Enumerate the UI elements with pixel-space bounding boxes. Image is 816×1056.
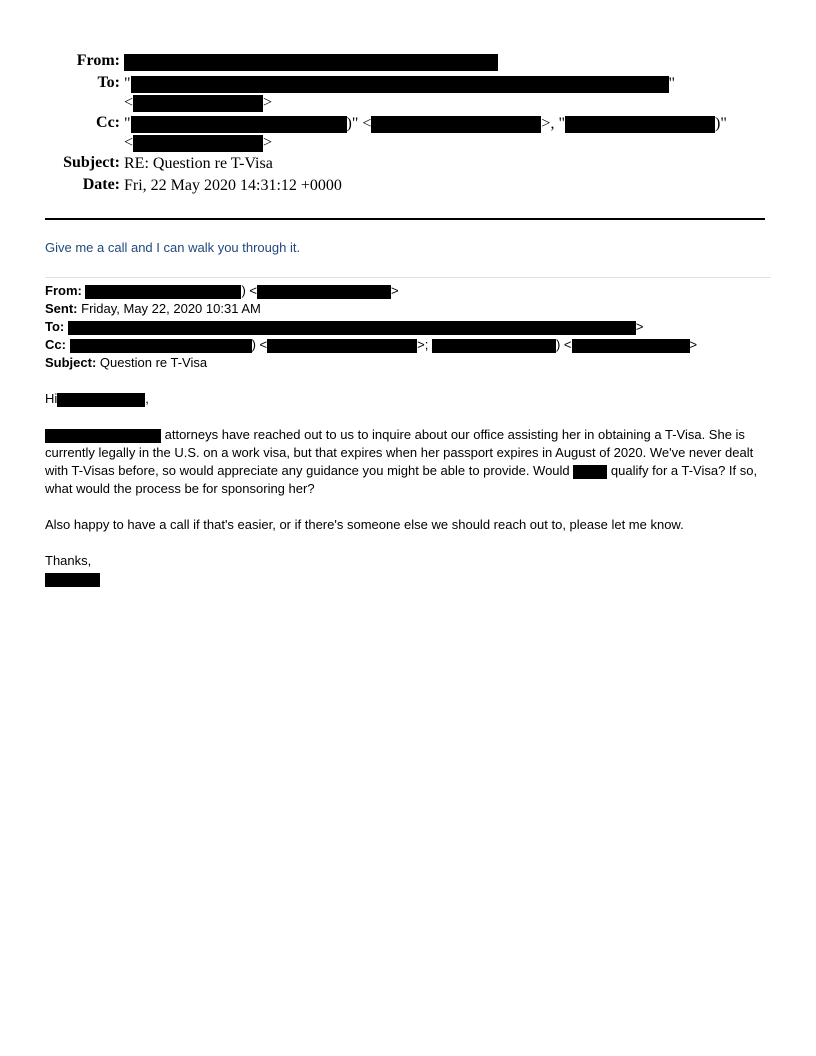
greeting bbox=[45, 390, 770, 408]
cc-value-address: < > bbox=[124, 134, 273, 151]
quoted-subject-value: Question re T-Visa bbox=[99, 355, 208, 370]
redaction-block bbox=[131, 116, 347, 133]
reply-text: Give me a call and I can walk you through it. bbox=[45, 240, 301, 255]
redaction-block bbox=[432, 339, 556, 353]
greeting-comma: , bbox=[145, 391, 149, 406]
paragraph-1-text-cont: qualify for a T-Visa? If so, what would the process be for sponsoring her? bbox=[45, 463, 758, 496]
greeting-text: Hi bbox=[45, 391, 58, 406]
subject-value: RE: Question re T-Visa bbox=[124, 155, 273, 172]
from-label: From: bbox=[76, 52, 120, 69]
quoted-header bbox=[45, 282, 775, 372]
quoted-from-label: From: bbox=[45, 283, 82, 298]
redaction-block bbox=[124, 54, 498, 71]
quoted-subject-row bbox=[45, 354, 775, 372]
redaction-block bbox=[57, 393, 145, 407]
message-body bbox=[45, 390, 770, 588]
redaction-block bbox=[85, 285, 241, 299]
paragraph-1-text: attorneys have reached out to us to inquire about our office assisting her in obtaining a T-Visa. She is currently legally in the U.S. on a work visa, but that expires when her passport expires in August of 2020. We've never dealt with T-Visas before, so would appreciate any guidance you might be able to provide. Would bbox=[45, 427, 754, 478]
redaction-block bbox=[133, 95, 263, 112]
quoted-to-row: To: > bbox=[45, 319, 644, 334]
date-value: Fri, 22 May 2020 14:31:12 +0000 bbox=[124, 177, 342, 194]
redaction-block bbox=[257, 285, 391, 299]
header-divider bbox=[45, 218, 765, 220]
cc-value: " )" < >, " )" bbox=[124, 115, 727, 132]
body-paragraph-2: Also happy to have a call if that's easier, or if there's someone else we should reach out to, please let me know. bbox=[45, 517, 684, 532]
subject-label: Subject: bbox=[63, 154, 120, 171]
quoted-subject-label: Subject: bbox=[45, 355, 97, 370]
email-header bbox=[0, 52, 816, 198]
quoted-sent-value: Friday, May 22, 2020 10:31 AM bbox=[81, 301, 261, 316]
redaction-block bbox=[371, 116, 541, 133]
quote-divider bbox=[45, 277, 771, 278]
redaction-block bbox=[131, 76, 669, 93]
redaction-block bbox=[133, 135, 263, 152]
redaction-block bbox=[45, 573, 100, 587]
closing bbox=[45, 552, 770, 588]
from-value bbox=[124, 52, 498, 72]
header-date-row bbox=[0, 176, 816, 198]
redaction-block bbox=[573, 465, 607, 479]
header-cc-row bbox=[0, 114, 816, 154]
date-label: Date: bbox=[82, 176, 120, 193]
body-paragraph-1 bbox=[45, 426, 770, 498]
header-to-row bbox=[0, 74, 816, 114]
redaction-block bbox=[45, 429, 161, 443]
cc-label: Cc: bbox=[96, 114, 120, 131]
redaction-block bbox=[572, 339, 690, 353]
to-value-address: < > bbox=[124, 94, 273, 111]
redaction-block bbox=[70, 339, 252, 353]
to-label: To: bbox=[97, 74, 120, 91]
quoted-sent-label: Sent: bbox=[45, 301, 78, 316]
header-from-row bbox=[0, 52, 816, 74]
to-value: " " bbox=[124, 75, 676, 92]
redaction-block bbox=[68, 321, 636, 335]
redaction-block bbox=[565, 116, 715, 133]
quoted-to-label: To: bbox=[45, 319, 65, 334]
quoted-from-row: From: ) < > bbox=[45, 283, 399, 298]
quoted-sent-row bbox=[45, 300, 775, 318]
closing-text: Thanks, bbox=[45, 553, 92, 568]
redaction-block bbox=[267, 339, 417, 353]
quoted-cc-row: Cc: ) < >; ) < > bbox=[45, 337, 698, 352]
quoted-cc-label: Cc: bbox=[45, 337, 66, 352]
header-subject-row bbox=[0, 154, 816, 176]
